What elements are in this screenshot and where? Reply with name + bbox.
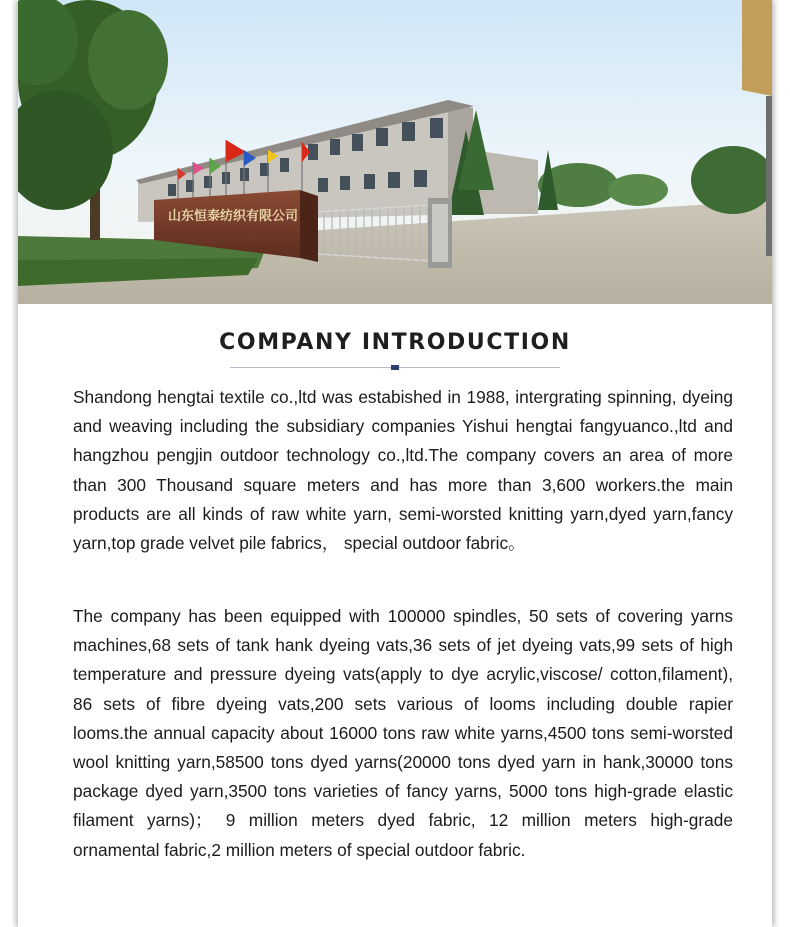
svg-text:山东恒泰纺织有限公司: 山东恒泰纺织有限公司 — [168, 209, 299, 224]
underline-accent — [391, 365, 399, 370]
content-card — [18, 0, 772, 927]
factory-photo — [18, 0, 772, 304]
title-underline — [230, 367, 560, 369]
section-title: COMPANY INTRODUCTION — [219, 330, 571, 355]
intro-paragraph-2: The company has been equipped with 100000 spindles, 50 sets of covering yarns machines,68 sets of tank hank dyeing vats,36 sets of jet dyeing vats,99 sets of high temperature and pressure dyeing vats(apply to dye acrylic,viscose/ cotton,filament), 86 sets of fibre dyeing vats,200 sets various of looms including double rapier looms.the annual capacity about 16000 tons raw white yarns,4500 tons semi-worsted wool knitting yarn,58500 tons dyed yarns(20000 tons dyed yarn in hank,30000 tons package dyed yarn,3500 tons varieties of fancy yarns, 5000 tons high-grade elastic filament yarns)； 9 million meters dyed fabric, 12 million meters high-grade ornamental fabric,2 million meters of special outdoor fabric. — [73, 606, 733, 860]
intro-paragraph-1: Shandong hengtai textile co.,ltd was estabished in 1988, intergrating spinning, dyeing and weaving including the subsidiary companies Yishui hengtai fangyuanco.,ltd and hangzhou pengjin outdoor technology co.,ltd.The company covers an area of more than 300 Thousand square meters and has more than 3,600 workers.the main products are all kinds of raw white yarn, semi-worsted knitting yarn,dyed yarn,fancy yarn,top grade velvet pile fabrics， special outdoor fabric。 — [73, 387, 733, 554]
